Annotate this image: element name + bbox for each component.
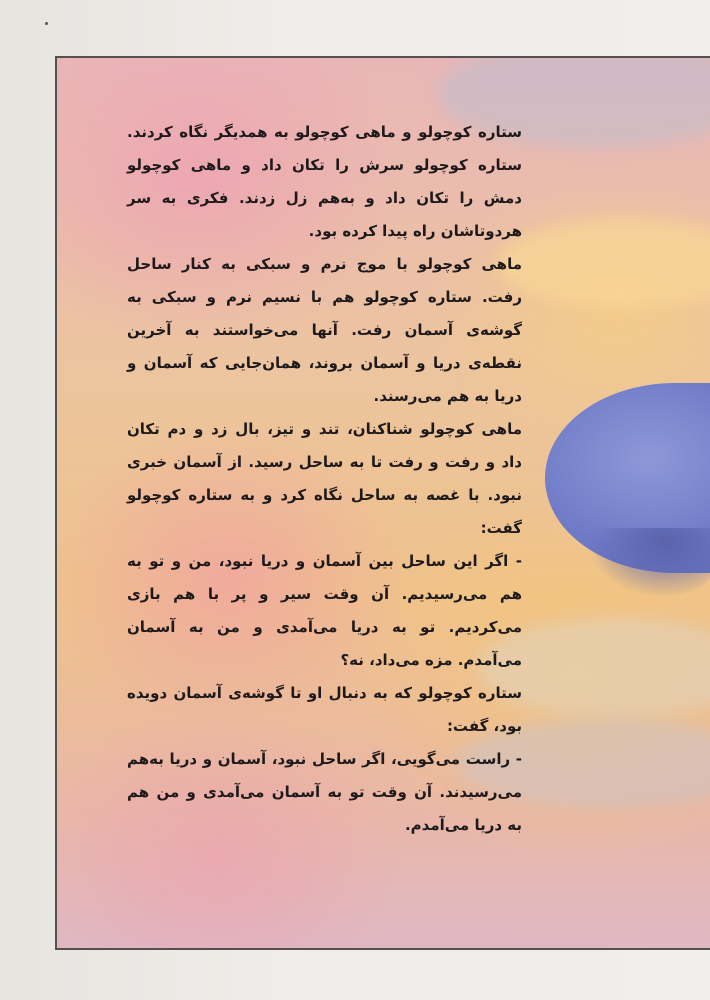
blue-shape-shadow bbox=[587, 528, 710, 598]
cloud-mid-right bbox=[497, 218, 710, 308]
paragraph-4: - اگر این ساحل بین آسمان و دریا نبود، من و تو به هم می‌رسیدیم. آن وقت سیر و پر با هم بازی می‌کردیم. تو به دریا می‌آمدی و من به آسمان می‌آمدم. مزه می‌داد، نه؟ bbox=[127, 552, 522, 669]
story-text bbox=[127, 116, 522, 842]
paragraph-5: ستاره کوچولو که به دنبال او تا گوشه‌ی آسمان دویده بود، گفت: bbox=[127, 684, 522, 735]
paragraph-1: ستاره کوچولو و ماهی کوچولو به همدیگر نگاه کردند. ستاره کوچولو سرش را تکان داد و ماهی کوچولو دمش را تکان داد و به‌هم زل زدند. فکری به سر هردوتاشان راه پیدا کرده بود. bbox=[127, 123, 522, 240]
illustration-frame bbox=[55, 56, 710, 950]
paragraph-2: ماهی کوچولو با موج نرم و سبکی به کنار ساحل رفت. ستاره کوچولو هم با نسیم نرم و سبکی به گوشه‌ی آسمان رفت. آنها می‌خواستند به آخرین نقطه‌ی دریا و آسمان بروند، همان‌جایی که آسمان و دریا به هم می‌رسند. bbox=[127, 255, 522, 405]
paper-speck bbox=[45, 22, 48, 25]
paragraph-6: - راست می‌گویی، اگر ساحل نبود، آسمان و دریا به‌هم می‌رسیدند. آن وقت تو به آسمان می‌آمدی و من هم به دریا می‌آمدم. bbox=[127, 750, 522, 834]
paragraph-3: ماهی کوچولو شناکنان، تند و تیز، بال زد و دم تکان داد و رفت و رفت تا به ساحل رسید. از آسمان خبری نبود. با غصه به ساحل نگاه کرد و به ستاره کوچولو گفت: bbox=[127, 420, 522, 537]
